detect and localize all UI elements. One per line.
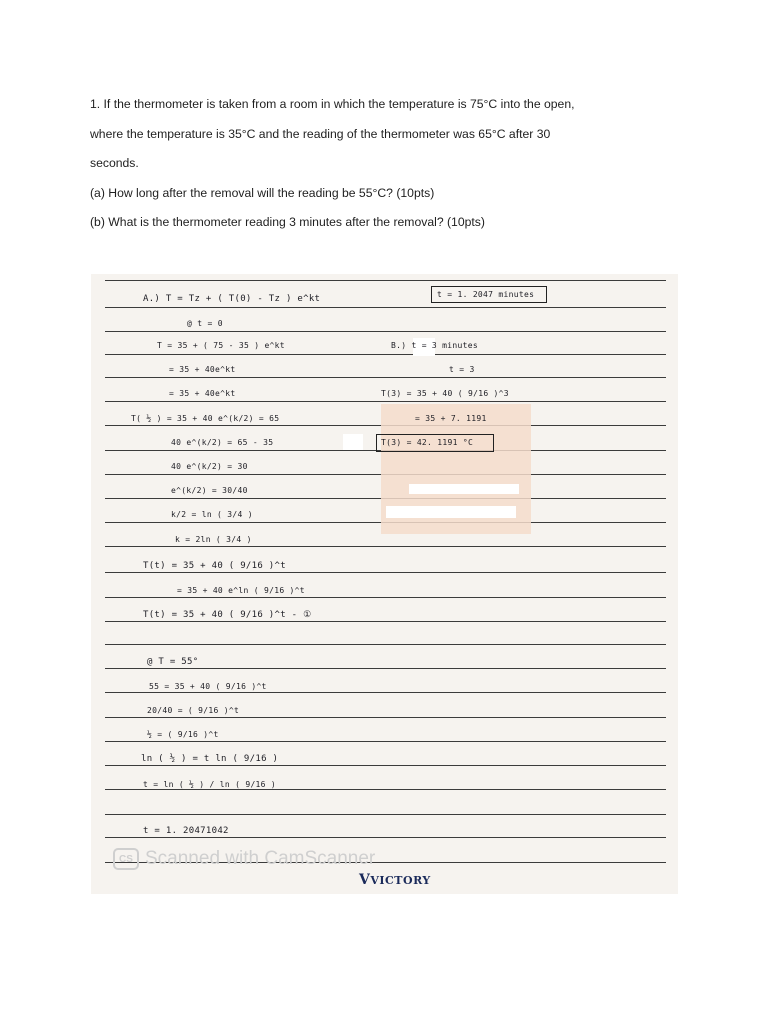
hw-line: 20/40 = ( 9/16 )^t <box>147 706 240 715</box>
hw-line: T( ½ ) = 35 + 40 e^(k/2) = 65 <box>131 414 280 423</box>
hw-line: k/2 = ln ( 3/4 ) <box>171 510 253 519</box>
scanned-notebook-page <box>91 274 678 894</box>
problem-line: where the temperature is 35°C and the reading of the thermometer was 65°C after 30 <box>90 126 551 141</box>
camscanner-watermark <box>113 848 375 870</box>
hw-line: t = 1. 20471042 <box>143 826 229 836</box>
whiteout-mark <box>386 506 516 518</box>
hw-line: = 35 + 7. 1191 <box>415 414 487 423</box>
watermark-text: Scanned with CamScanner <box>145 848 376 869</box>
whiteout-mark <box>409 484 519 494</box>
hw-line: 40 e^(k/2) = 30 <box>171 462 248 471</box>
problem-statement <box>90 90 690 238</box>
hw-line: B.) t = 3 minutes <box>391 341 478 350</box>
brand-initial: V <box>359 872 371 888</box>
hw-line: @ T = 55° <box>147 657 199 667</box>
hw-line: @ t = 0 <box>187 319 223 328</box>
hw-line: 40 e^(k/2) = 65 - 35 <box>171 438 274 447</box>
hw-line: = 35 + 40 e^ln ( 9/16 )^t <box>177 586 305 595</box>
problem-line: seconds. <box>90 156 139 170</box>
hw-line: k = 2ln ( 3/4 ) <box>175 535 252 544</box>
hw-line: e^(k/2) = 30/40 <box>171 486 248 495</box>
problem-line: (a) How long after the removal will the reading be 55°C? (10pts) <box>90 185 435 200</box>
brand-name: VICTORY <box>370 874 431 887</box>
hw-line: T = 35 + ( 75 - 35 ) e^kt <box>157 341 285 350</box>
hw-line: = 35 + 40e^kt <box>169 365 236 374</box>
problem-line: (b) What is the thermometer reading 3 minutes after the removal? (10pts) <box>90 215 485 229</box>
hw-line: 55 = 35 + 40 ( 9/16 )^t <box>149 682 267 691</box>
hw-line: ½ = ( 9/16 )^t <box>147 730 219 739</box>
problem-line: 1. If the thermometer is taken from a room in which the temperature is 75°C into the open, <box>90 97 575 111</box>
hw-line: T(3) = 35 + 40 ( 9/16 )^3 <box>381 389 509 398</box>
hw-line: ln ( ½ ) = t ln ( 9/16 ) <box>141 754 279 764</box>
hw-line: = 35 + 40e^kt <box>169 389 236 398</box>
hw-line: T(t) = 35 + 40 ( 9/16 )^t <box>143 561 286 571</box>
hw-line: t = 3 <box>449 365 475 374</box>
hw-line-answer-a: t = 1. 2047 minutes <box>437 290 535 299</box>
camscanner-icon: CS <box>113 848 139 870</box>
notebook-brand-logo <box>359 872 431 888</box>
hw-line: t = ln ( ½ ) / ln ( 9/16 ) <box>143 780 277 789</box>
hw-line: A.) T = Tz + ( T(0) - Tz ) e^kt <box>143 294 321 304</box>
hw-line-answer-b: T(3) = 42. 1191 °C <box>381 438 474 447</box>
hw-line: T(t) = 35 + 40 ( 9/16 )^t - ① <box>143 610 312 620</box>
whiteout-mark <box>343 434 363 450</box>
